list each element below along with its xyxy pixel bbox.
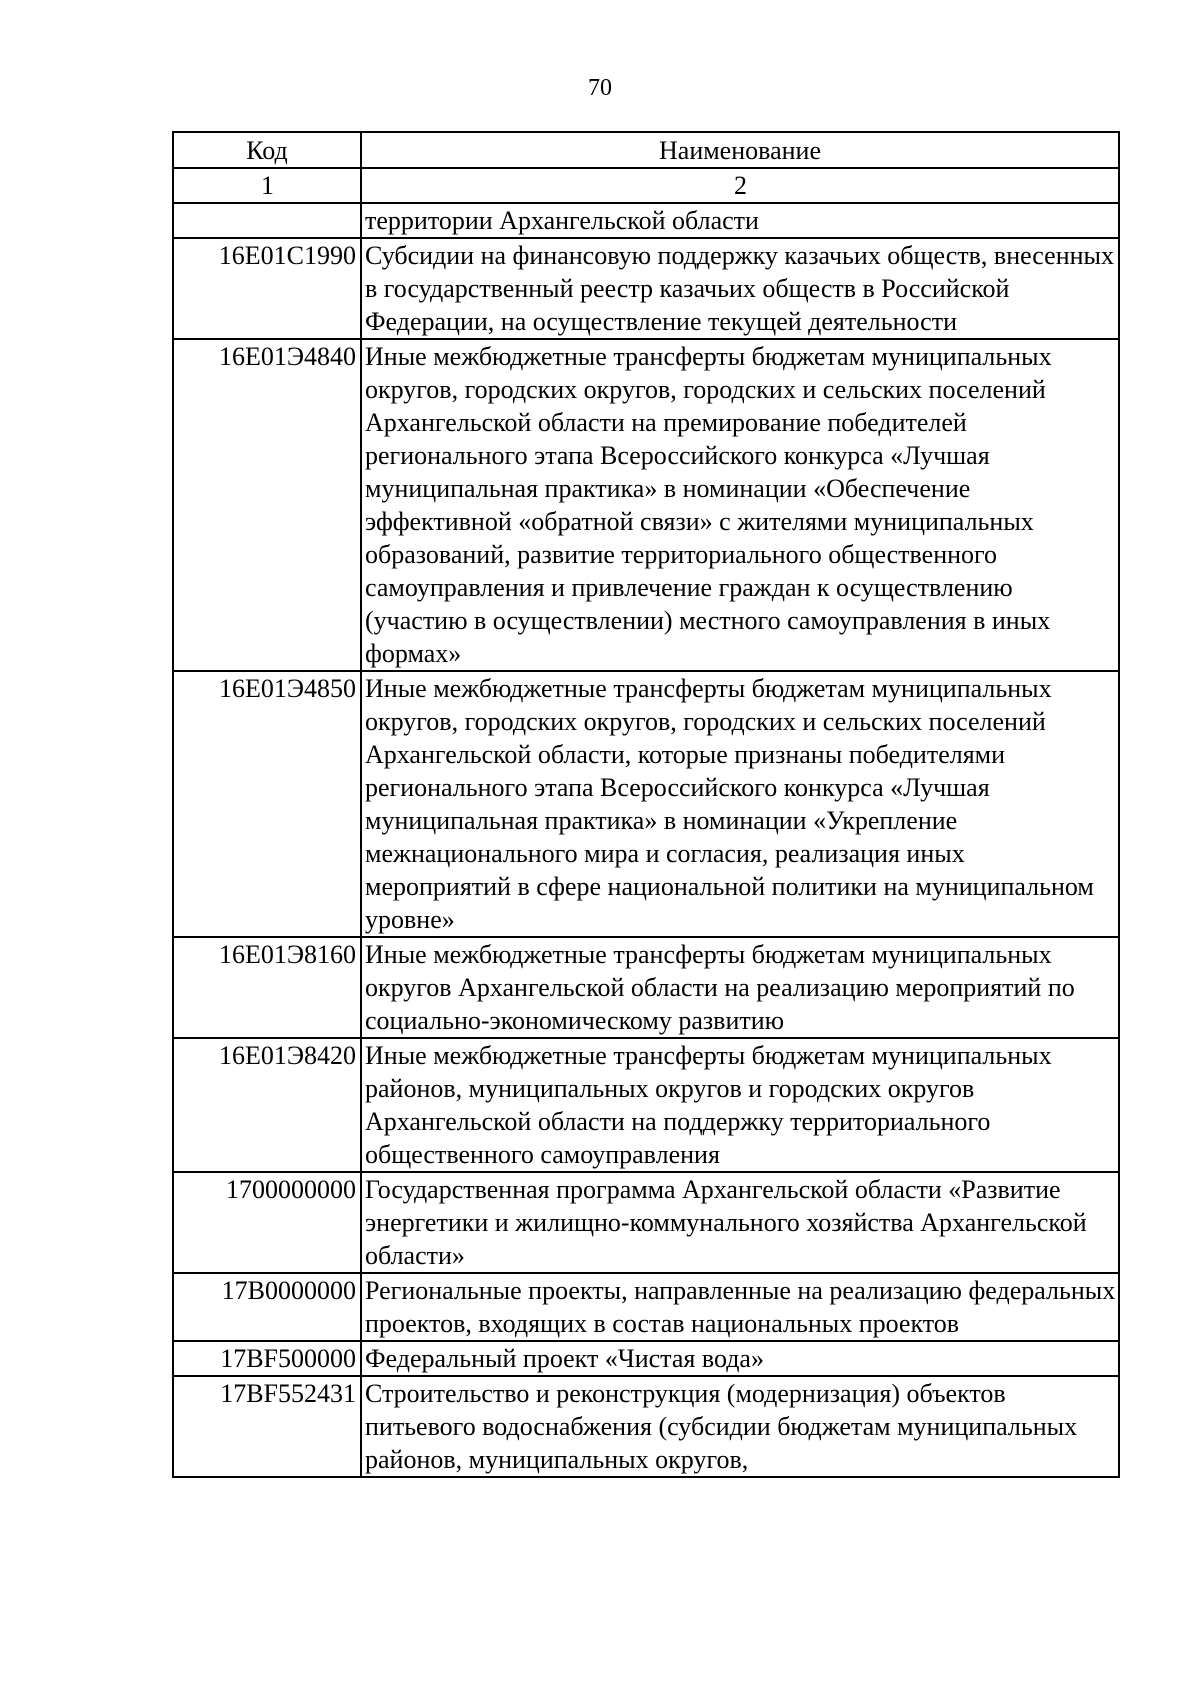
column-number-1: 1 (173, 168, 361, 203)
column-number-2: 2 (361, 168, 1119, 203)
page-number: 70 (588, 75, 612, 101)
budget-code-table (172, 131, 1120, 1478)
row-code: 17В0000000 (173, 1273, 361, 1341)
row-code: 17ВF552431 (173, 1376, 361, 1477)
row-name: Иные межбюджетные трансферты бюджетам муниципальных округов, городских округов, городских и сельских поселений Архангельской области, которые признаны победителями регионального этапа Всероссийского конкурса «Лучшая муниципальная практика» в номинации «Укрепление межнационального мира и согласия, реализация иных мероприятий в сфере национальной политики на муниципальном уровне» (361, 671, 1119, 937)
header-code: Код (173, 132, 361, 168)
row-code: 16Е01Э8160 (173, 937, 361, 1038)
row-code: 16Е01С1990 (173, 238, 361, 339)
table-row (173, 1273, 1119, 1341)
table-row (173, 1172, 1119, 1273)
row-code: 16Е01Э4850 (173, 671, 361, 937)
table-row (173, 937, 1119, 1038)
table-row (173, 1038, 1119, 1172)
row-name: Субсидии на финансовую поддержку казачьих обществ, внесенных в государственный реестр казачьих обществ в Российской Федерации, на осуществление текущей деятельности (361, 238, 1119, 339)
table-row (173, 238, 1119, 339)
row-name: Федеральный проект «Чистая вода» (361, 1341, 1119, 1376)
table-row (173, 671, 1119, 937)
table-row (173, 203, 1119, 238)
row-name: Иные межбюджетные трансферты бюджетам муниципальных округов, городских округов, городских и сельских поселений Архангельской области на премирование победителей регионального этапа Всероссийского конкурса «Лучшая муниципальная практика» в номинации «Обеспечение эффективной «обратной связи» с жителями муниципальных образований, развитие территориального общественного самоуправления и привлечение граждан к осуществлению (участию в осуществлении) местного самоуправления в иных формах» (361, 339, 1119, 671)
row-name: территории Архангельской области (361, 203, 1119, 238)
row-code: 16Е01Э4840 (173, 339, 361, 671)
row-name: Региональные проекты, направленные на реализацию федеральных проектов, входящих в состав национальных проектов (361, 1273, 1119, 1341)
row-code (173, 203, 361, 238)
row-name: Иные межбюджетные трансферты бюджетам муниципальных районов, муниципальных округов и городских округов Архангельской области на поддержку территориального общественного самоуправления (361, 1038, 1119, 1172)
header-row (173, 132, 1119, 168)
row-name: Иные межбюджетные трансферты бюджетам муниципальных округов Архангельской области на реализацию мероприятий по социально-экономическому развитию (361, 937, 1119, 1038)
table-row (173, 1341, 1119, 1376)
column-number-row (173, 168, 1119, 203)
row-code: 17ВF500000 (173, 1341, 361, 1376)
row-code: 1700000000 (173, 1172, 361, 1273)
row-name: Государственная программа Архангельской области «Развитие энергетики и жилищно-коммунального хозяйства Архангельской области» (361, 1172, 1119, 1273)
row-name: Строительство и реконструкция (модернизация) объектов питьевого водоснабжения (субсидии бюджетам муниципальных районов, муниципальных округов, (361, 1376, 1119, 1477)
table-row (173, 339, 1119, 671)
table-row (173, 1376, 1119, 1477)
row-code: 16Е01Э8420 (173, 1038, 361, 1172)
header-name: Наименование (361, 132, 1119, 168)
